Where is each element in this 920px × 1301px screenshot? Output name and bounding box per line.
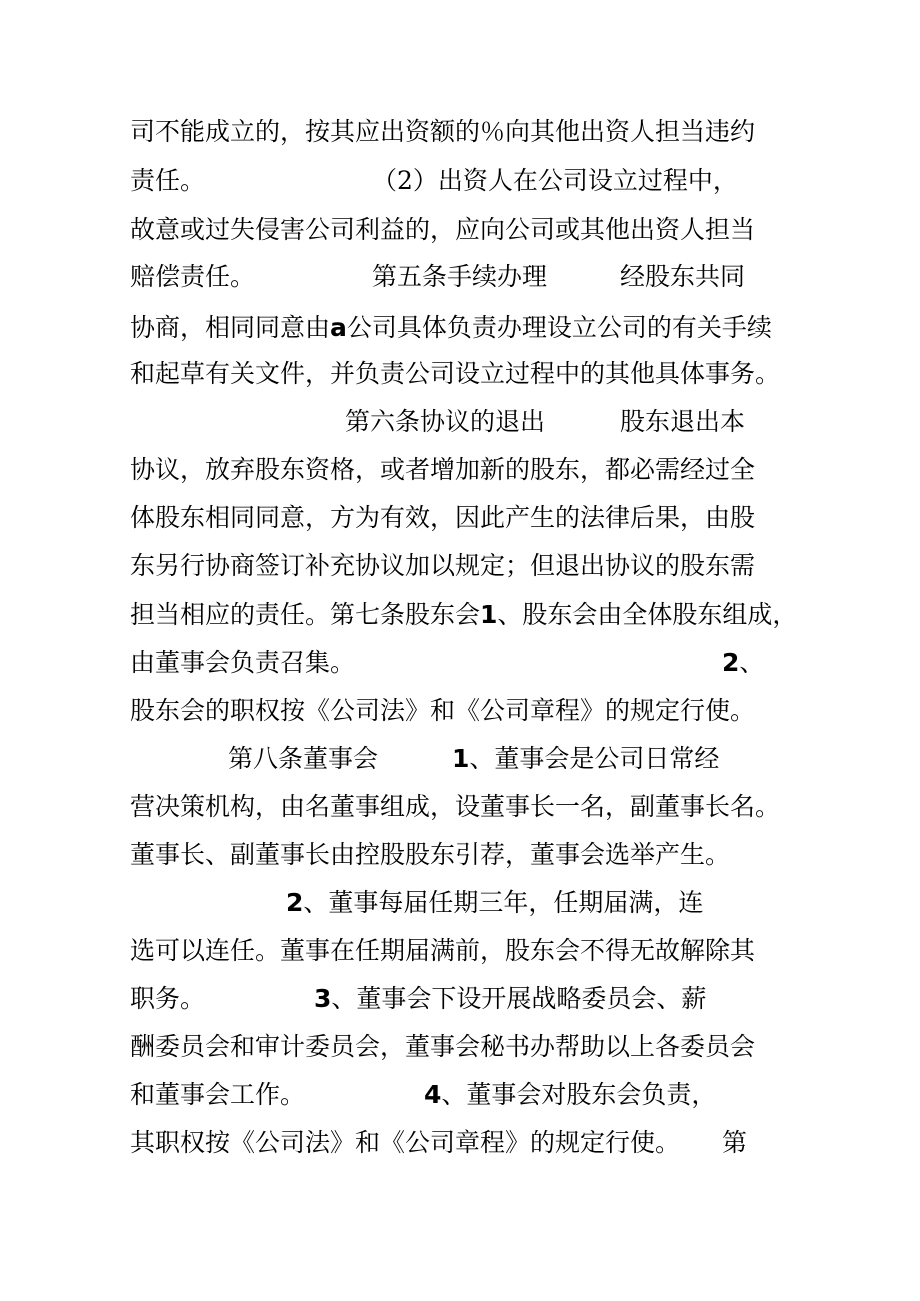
text-line	[0, 837, 731, 873]
text-segment: 担当相应的责任。第七条股东会1、股东会由全体股东组成，	[130, 600, 798, 629]
text-line	[0, 259, 746, 295]
text-line	[0, 310, 772, 346]
text-line	[0, 597, 798, 633]
text-line	[0, 114, 756, 150]
text-line	[0, 212, 756, 248]
text-segment: 责任。	[130, 166, 206, 195]
text-segment: 第	[722, 1128, 748, 1157]
text-segment: （2）出资人在公司设立过程中，	[372, 166, 738, 195]
text-segment: 协议，放弃股东资格，或者增加新的股东，都必需经过全	[130, 455, 756, 484]
text-segment: 职务。	[130, 984, 206, 1013]
text-line	[0, 500, 756, 536]
text-segment: 赔偿责任。	[130, 262, 256, 291]
text-segment: 东另行协商签订补充协议加以规定；但退出协议的股东需	[130, 551, 756, 580]
text-line	[0, 548, 756, 584]
text-segment: 选可以连任。董事在任期届满前，股东会不得无故解除其	[130, 936, 756, 965]
text-segment: 故意或过失侵害公司利益的，应向公司或其他出资人担当	[130, 215, 756, 244]
text-line	[0, 452, 756, 488]
text-segment: 董事长、副董事长由控股股东引荐，董事会选举产生。	[130, 840, 731, 869]
text-line	[0, 645, 765, 681]
text-segment: 由董事会负责召集。	[130, 648, 356, 677]
text-segment: 第八条董事会	[228, 744, 379, 773]
text-segment: 股东会的职权按《公司法》和《公司章程》的规定行使。	[130, 696, 756, 725]
text-segment: 3、董事会下设开展战略委员会、薪	[314, 984, 707, 1013]
text-segment: 第六条协议的退出	[345, 407, 546, 436]
text-line	[0, 981, 707, 1017]
text-segment: 股东退出本	[620, 407, 746, 436]
text-line	[0, 1125, 748, 1161]
text-segment: 营决策机构，由名董事组成，设董事长一名，副董事长名。	[130, 792, 781, 821]
text-segment: 酬委员会和审计委员会，董事会秘书办帮助以上各委员会	[130, 1032, 756, 1061]
text-segment: 经股东共同	[620, 262, 746, 291]
text-line	[0, 789, 781, 825]
text-segment: 其职权按《公司法》和《公司章程》的规定行使。	[130, 1128, 681, 1157]
text-line	[0, 1077, 717, 1113]
text-line	[0, 163, 738, 199]
text-segment: 协商，相同同意由a公司具体负责办理设立公司的有关手续	[130, 313, 772, 342]
text-segment: 第五条手续办理	[372, 262, 548, 291]
text-line	[0, 404, 746, 440]
text-segment: 和董事会工作。	[130, 1080, 306, 1109]
text-line	[0, 356, 781, 392]
text-line	[0, 1029, 756, 1065]
text-segment: 2、董事每届任期三年，任期届满，连	[286, 888, 704, 917]
text-line	[0, 693, 756, 729]
text-segment: 2、	[722, 648, 765, 677]
text-segment: 体股东相同同意，方为有效，因此产生的法律后果，由股	[130, 503, 756, 532]
text-segment: 4、董事会对股东会负责，	[424, 1080, 717, 1109]
text-segment: 和起草有关文件，并负责公司设立过程中的其他具体事务。	[130, 359, 781, 388]
text-line	[0, 741, 720, 777]
text-line	[0, 885, 704, 921]
text-segment: 司不能成立的，按其应出资额的％向其他出资人担当违约	[130, 117, 756, 146]
text-segment: 1、董事会是公司日常经	[452, 744, 720, 773]
text-line	[0, 933, 756, 969]
